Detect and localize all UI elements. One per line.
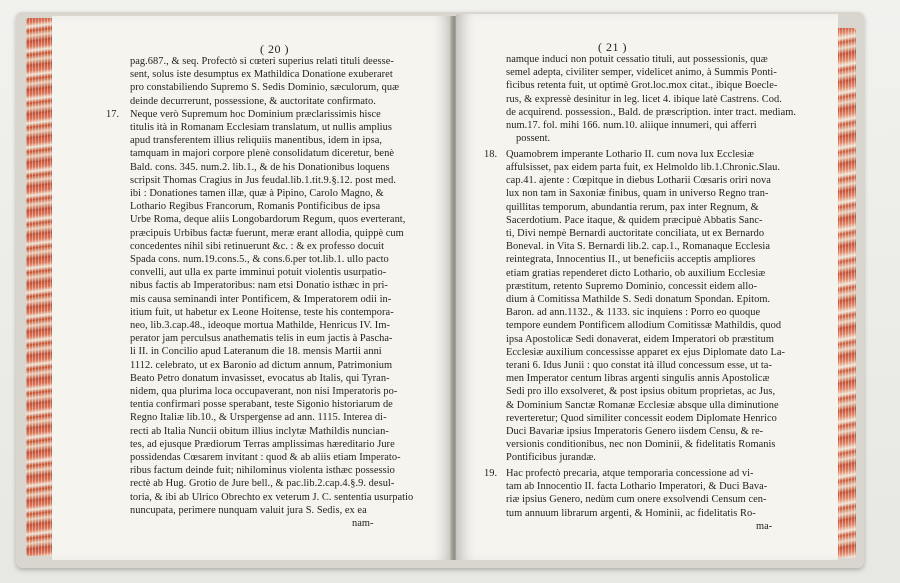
red-sprinkled-edge-right	[836, 28, 856, 558]
text-line: Hac profectò precaria, atque temporaria concessione ad vi-	[506, 468, 754, 479]
text-line: convelli, aut ulla ex parte imminui potuit violentis usurpatio-	[130, 267, 387, 279]
text-line: nuncupata, perimere nunquam valuit jura S. Sedis, ex ea	[130, 504, 367, 516]
text-line: concedentes nihil sibi retinuerunt &c. : & ex professo docuit	[130, 240, 385, 252]
text-line: scripsit Thomas Cragius in Jus feudal.lib.1.tit.9.§.12. post med.	[130, 174, 396, 186]
paragraph-number: 17.	[106, 108, 120, 120]
text-line: perator jam perculsus anathematis telis in eum jactis à Pascha-	[130, 333, 393, 345]
text-line: dium à Comitissa Mathilde S. Sedi donatum Spondan. Epitom.	[506, 294, 771, 305]
text-line: Neque verò Supremum hoc Dominium præclarissimis hisce	[130, 108, 381, 120]
text-line: Sedi pro illo exsolveret, & post ipsius obitum proprietas, ac Jus,	[506, 386, 776, 398]
text-line: tempore eundem Pontificem allodium Comitissæ Mathildis, quod	[506, 320, 782, 332]
left-page	[52, 16, 452, 560]
text-line: tentia confirmari posse sperabant, teste Sigonio historiarum de	[130, 399, 393, 411]
text-line: terani 6. Idus Junii : quo constat ità illud concessum esse, ut ta-	[506, 360, 772, 371]
text-line: sent, solus iste desumptus ex Mathildica Donatione exuberaret	[130, 69, 393, 81]
text-line: versionis conditionibus, nec non Dominii, & fidelitatis Romanis	[506, 439, 776, 451]
paragraph-number: 18.	[484, 148, 498, 160]
text-line: ipsa Apostolicæ Sedi donaverat, eidem Imperatori ob præstitum	[506, 333, 774, 345]
text-line: quillitas temporum, abundantia rerum, pax inter Regnum, &	[506, 201, 759, 213]
text-line: affulsisset, pax eidem parta fuit, ex Helmoldo lib.1.Chronic.Slau.	[506, 162, 781, 173]
text-line: ibi : Donationes tamen illæ, quæ à Pipino, Carolo Magno, &	[130, 188, 384, 199]
open-book	[16, 8, 864, 568]
text-line: possent.	[516, 133, 551, 145]
text-line: reintegrata, Innocentius II., ut beneficiis acceptis ampliores	[506, 254, 756, 266]
text-line: deinde decurrerunt, possessione, & auctoritate confirmato.	[130, 95, 376, 107]
text-line: tum annuum librarum argenti, & Hominii, ac fidelitatis Ro-	[506, 507, 756, 519]
text-line: tam ab Innocentio II. facta Lothario Imperatori, & Duci Bava-	[506, 481, 768, 493]
text-line: num.17. fol. mihi 166. num.10. aliique innumeri, qui afferri	[506, 120, 757, 131]
right-page	[456, 14, 838, 560]
text-line: recti ab Italia Nuncii obitum illius inclytæ Mathildis nuncian-	[130, 425, 389, 437]
text-line: ti, Divi nempè Bernardi auctoritate conciliata, ut ex Bernardo	[506, 228, 765, 239]
red-sprinkled-edge-left	[26, 18, 54, 556]
text-line: lux non tam in Saxoniæ finibus, quam in universo Regno tran-	[506, 188, 769, 200]
text-line: præstitum, retento Supremo Dominio, concessit eidem allo-	[506, 280, 758, 292]
text-line: Regno Italiæ lib.10., & Urspergense ad ann. 1115. Interea di-	[130, 412, 387, 424]
text-line: riæ ipsius Genero, nedùm cum onere exsolvendi Censum cen-	[506, 494, 767, 506]
page-number-left: ( 20 )	[260, 42, 289, 56]
text-line: Lothario Regibus Francorum, Romanis Pontificibus de ipsa	[130, 201, 381, 213]
text-line: etiam gratias rependeret dicto Lothario, ob auxilium Ecclesiæ	[506, 267, 766, 279]
text-line: Duci Bavariæ ipsius Imperatoris Genero iisdem Censu, & re-	[506, 426, 764, 437]
text-line: & Dominium Sanctæ Romanæ Ecclesiæ absque ulla diminutione	[506, 399, 779, 411]
text-line: pro constabiliendo Supremo S. Sedis Dominio, sæculorum, quæ	[130, 82, 400, 94]
text-line: neo, lib.3.cap.48., ideoque mortua Mathilde, Henricus IV. Im-	[130, 320, 390, 331]
text-line: tes, ad ejusque Prædiorum Terras amplissimas hæreditario Jure	[130, 438, 395, 450]
text-line: nidem, qua plurima loca occupaverant, non nisi Imperatoris po-	[130, 386, 398, 397]
text-line: mis causa seminandi inter Pontificem, & Imperatorem odii in-	[130, 293, 392, 305]
paragraph-number: 19.	[484, 468, 498, 479]
text-line: Bald. cons. 345. num.2. lib.1., & de his Donationibus loquens	[130, 161, 390, 173]
text-line: Baron. ad ann.1132., & 1133. sic inquiens : Porro eo quoque	[506, 307, 761, 319]
text-line: præcipuis Urbibus factæ fuerunt, meræ erant allodia, quippè cum	[130, 227, 404, 239]
text-line: toria, & ibi ab Ulrico Obrechto ex veterum J. C. sententia usurpatio	[130, 491, 414, 503]
text-line: semel adepta, civiliter semper, videlicet animo, à Summis Ponti-	[506, 67, 777, 79]
text-line: Beato Petro donatum invasisset, evocatus ab Italis, qui Tyran-	[130, 372, 390, 384]
text-line: cap.41. ajente : Cœpitque in diebus Lotharii Cœsaris oriri nova	[506, 175, 771, 187]
text-line: rus, & expressè desinitur in leg. licet 4. ibique latè Castrens. Cod.	[506, 93, 782, 105]
text-line: ficibus retenta fuit, ut optimè Grot.loc.mox citat., ibique Boecle-	[506, 80, 778, 92]
catchword: nam-	[352, 518, 374, 529]
page-number-right: ( 21 )	[598, 40, 627, 54]
text-line: men Imperator centum libras argenti singulis annis Apostolicæ	[506, 373, 770, 385]
text-line: 1112. celebrato, ut ex Baronio ad dictum annum, Patrimonium	[130, 359, 393, 371]
text-line: ribus factum deinde fuit; nihilominus violenta isthæc possessio	[130, 465, 395, 477]
text-line: Sacerdotium. Pace itaque, & quidem præcipuè Abbatis Sanc-	[506, 214, 763, 226]
text-line: nibus factis ab Imperatoribus: nam etsi Donatio isthæc in pri-	[130, 280, 388, 292]
text-line: namque induci non potuit cessatio tituli, aut possessionis, quæ	[506, 54, 768, 65]
text-line: apud transferentem illius reliquiis manentibus, idem in ipsa,	[130, 135, 383, 147]
text-line: Pontificibus jurandæ.	[506, 452, 596, 464]
text-line: Quamobrem imperante Lothario II. cum nova lux Ecclesiæ	[506, 148, 754, 160]
text-line: rectè ab Hug. Grotio de Jure bell., & pac.lib.2.cap.4.§.9. desul-	[130, 478, 395, 490]
text-line: Spada cons. num.19.cons.5., & cons.6.per tot.lib.1. ullo pacto	[130, 254, 389, 265]
text-line: Boneval. in Vita S. Bernardi lib.2. cap.1., Romanaque Ecclesia	[506, 241, 771, 253]
text-line: itium fuit, ut habetur ex Leone Hoitense, teste his contempora-	[130, 306, 394, 318]
text-line: reverteretur; Quod similiter concessit eodem Diplomate Henrico	[506, 412, 777, 424]
text-line: pag.687., & seq. Profectò si cœteri superius relati tituli deesse-	[130, 56, 394, 67]
text-line: li II. in Concilio apud Lateranum die 18. mensis Martii anni	[130, 346, 382, 358]
text-line: tamquam in majori corpore plenè consolidatum diceretur, benè	[130, 148, 394, 160]
text-line: de acquirend. possession., Bald. de præscription. inter tract. mediam.	[506, 106, 797, 118]
text-line: Ecclesiæ auxilium concessisse apparet ex ejus Diplomate dato La-	[506, 346, 786, 358]
catchword: ma-	[756, 520, 773, 532]
text-line: titulis ità in Romanam Ecclesiam translatum, ut nullis amplius	[130, 122, 392, 133]
text-line: possidendas Cœsarem invitant : quod & ab aliis etiam Imperato-	[130, 452, 401, 463]
text-line: Urbe Roma, deque aliis Longobardorum Regum, quos everterant,	[130, 214, 406, 226]
